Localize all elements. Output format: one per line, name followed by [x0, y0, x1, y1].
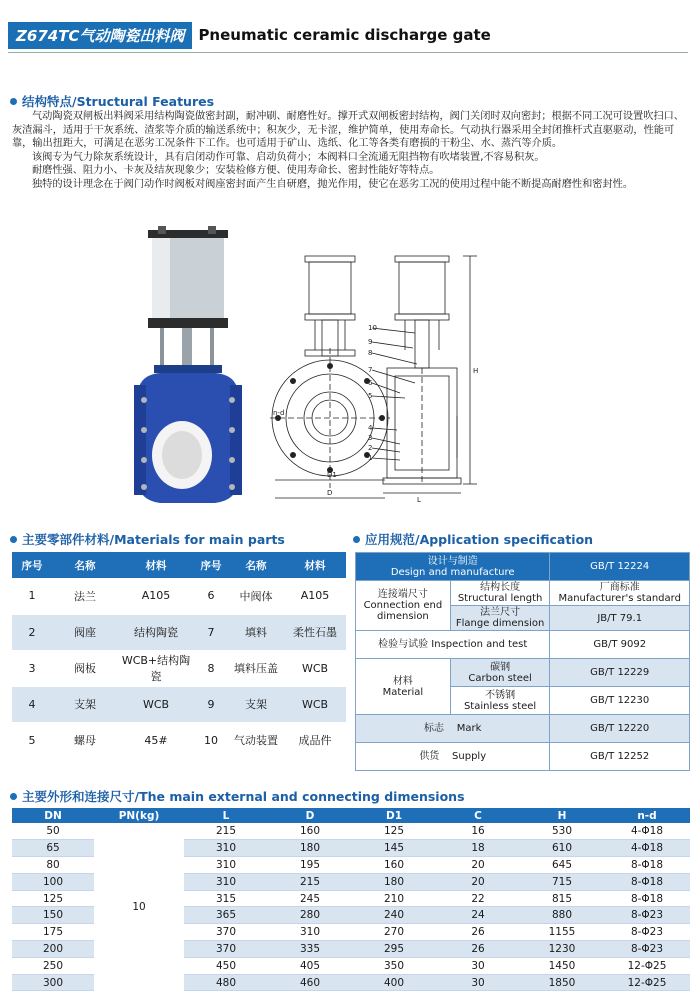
spec-label-en: dimension — [376, 611, 429, 622]
table-cell: 310 — [268, 924, 352, 941]
table-cell: 4-Φ18 — [604, 840, 690, 857]
table-cell: 310 — [184, 857, 268, 874]
table-cell: 26 — [436, 941, 520, 958]
table-cell: 215 — [268, 873, 352, 890]
table-cell: 280 — [268, 907, 352, 924]
table-cell: 18 — [436, 840, 520, 857]
column-header: 名称 — [52, 552, 118, 578]
table-cell: 8-Φ23 — [604, 941, 690, 958]
dimension-label: n-d — [273, 409, 285, 417]
table-cell: 370 — [184, 941, 268, 958]
spec-label-cn: 碳钢 — [490, 661, 511, 673]
spec-value: GB/T 12224 — [550, 553, 690, 581]
table-cell: 1155 — [520, 924, 604, 941]
table-cell: 240 — [352, 907, 436, 924]
spec-value: GB/T 12220 — [550, 715, 690, 743]
table-cell: 610 — [520, 840, 604, 857]
table-cell: 175 — [12, 924, 94, 941]
table-cell: 65 — [12, 840, 94, 857]
table-cell: 填料压盖 — [228, 650, 284, 686]
bullet-icon — [10, 536, 17, 543]
column-header: 序号 — [194, 552, 228, 578]
dimensions-heading — [10, 787, 465, 805]
column-header: D — [268, 808, 352, 823]
features-paragraph: 气动陶瓷双闸板出料阀采用结构陶瓷做密封副，耐冲刷、耐磨性好。撑开式双闸板密封结构，阀门关闭时双向密封；根据不同工况可设置吹扫口、灰渣漏斗，适用于干灰系统、渣浆等介质的输送系统中；积灰少，无卡涩，维护简单，使用寿命长。气动执行器采用全封闭推杆式直驱驱动，性能可靠，输出扭距大，可满足在恶劣工况条件下工作。也可适用于矿山、选纸、化工等各类有磨损的干粉尘、水、蒸汽等介质。 — [12, 111, 684, 149]
table-cell: 400 — [352, 974, 436, 991]
table-cell: 215 — [184, 823, 268, 840]
features-paragraph: 独特的设计理念在于阀门动作时阀板对阀座密封面产生自研磨，抛光作用，使它在恶劣工况的使用过程中能不断提高耐磨性和密封性。 — [32, 178, 634, 190]
table-cell: 405 — [268, 957, 352, 974]
english-title: Pneumatic ceramic discharge gate — [198, 26, 491, 44]
table-cell: 填料 — [228, 614, 284, 650]
spec-label-cn: 材料 — [392, 675, 413, 687]
table-cell: 1450 — [520, 957, 604, 974]
spec-label-cn: 结构长度 — [480, 582, 521, 593]
table-cell: 26 — [436, 924, 520, 941]
table-cell: 210 — [352, 890, 436, 907]
table-cell: WCB — [284, 686, 346, 722]
spec-label-en: Flange dimension — [455, 618, 545, 629]
table-row — [356, 631, 690, 659]
table-cell: 125 — [352, 823, 436, 840]
table-cell: 2 — [12, 614, 52, 650]
spec-label-cn: 检验与试验 — [378, 639, 429, 650]
table-cell: 530 — [520, 823, 604, 840]
table-cell: 柔性石墨 — [284, 614, 346, 650]
column-header: C — [436, 808, 520, 823]
spec-table — [355, 552, 690, 771]
part-label: 8 — [368, 349, 373, 357]
table-cell: WCB — [284, 650, 346, 686]
table-cell: 螺母 — [52, 722, 118, 758]
table-cell: 阀板 — [52, 650, 118, 686]
table-cell: 22 — [436, 890, 520, 907]
spec-cell — [450, 687, 550, 715]
spec-cell — [356, 631, 550, 659]
spec-value: GB/T 12230 — [550, 687, 690, 715]
part-label: 7 — [368, 366, 373, 374]
table-cell: 支架 — [52, 686, 118, 722]
bullet-icon — [10, 98, 17, 105]
table-cell: A105 — [284, 578, 346, 614]
bullet-icon — [10, 793, 17, 800]
table-cell: 150 — [12, 907, 94, 924]
table-cell: 295 — [352, 941, 436, 958]
column-header: D1 — [352, 808, 436, 823]
table-cell: 中阀体 — [228, 578, 284, 614]
table-cell: 370 — [184, 924, 268, 941]
spec-label-en: Structural length — [457, 593, 543, 604]
features-paragraph: 该阀专为气力除灰系统设计，具有启闭动作可靠、启动负荷小；本阀料口全流通无阻挡物有吹堵装置,不容易积灰。 — [32, 151, 545, 163]
table-cell: 30 — [436, 957, 520, 974]
table-cell: 310 — [184, 840, 268, 857]
table-cell: 20 — [436, 857, 520, 874]
table-cell: 45# — [118, 722, 194, 758]
spec-value: GB/T 12229 — [550, 659, 690, 687]
table-cell: 3 — [12, 650, 52, 686]
table-cell: 9 — [194, 686, 228, 722]
table-cell: 250 — [12, 957, 94, 974]
column-header: 材料 — [118, 552, 194, 578]
features-heading — [10, 92, 214, 110]
features-paragraph: 耐磨性强、阻力小、卡灰及结灰现象少；安装检修方便、使用寿命长、密封性能好等特点。 — [32, 165, 440, 176]
table-cell: 法兰 — [52, 578, 118, 614]
table-cell: 阀座 — [52, 614, 118, 650]
dimensions-heading-text: 主要外形和连接尺寸/The main external and connecting dimensions — [22, 789, 465, 804]
table-cell: 支架 — [228, 686, 284, 722]
spec-label-en: Carbon steel — [468, 672, 532, 684]
table-cell: 4-Φ18 — [604, 823, 690, 840]
table-cell: 7 — [194, 614, 228, 650]
spec-value: GB/T 9092 — [550, 631, 690, 659]
spec-label-en: Supply — [452, 751, 487, 762]
table-row — [356, 715, 690, 743]
table-cell: 450 — [184, 957, 268, 974]
technical-drawing — [275, 238, 490, 508]
table-row — [12, 722, 346, 758]
table-cell: 5 — [12, 722, 52, 758]
spec-value-en: Manufacturer's standard — [558, 593, 681, 604]
table-cell: 480 — [184, 974, 268, 991]
materials-heading-text: 主要零部件材料/Materials for main parts — [22, 532, 285, 547]
spec-label-en: Stainless steel — [463, 700, 537, 712]
column-header: L — [184, 808, 268, 823]
spec-cell — [550, 581, 690, 606]
table-cell: 300 — [12, 974, 94, 991]
table-cell: 180 — [268, 840, 352, 857]
table-row — [356, 743, 690, 771]
spec-label-en: Inspection and test — [431, 639, 528, 650]
table-cell: 8-Φ18 — [604, 873, 690, 890]
table-row — [12, 823, 690, 840]
table-cell: 8-Φ23 — [604, 924, 690, 941]
features-heading-text: 结构特点/Structural Features — [22, 94, 215, 109]
table-header-row — [12, 552, 346, 578]
table-cell: 315 — [184, 890, 268, 907]
dimension-label: H — [473, 367, 479, 375]
table-cell: 180 — [352, 873, 436, 890]
table-cell: 8-Φ18 — [604, 890, 690, 907]
spec-value: JB/T 79.1 — [550, 606, 690, 631]
column-header: n-d — [604, 808, 690, 823]
spec-value-cn: 厂商标准 — [599, 582, 640, 593]
part-label: 9 — [368, 338, 373, 346]
table-cell: 8 — [194, 650, 228, 686]
table-cell: WCB+结构陶瓷 — [118, 650, 194, 686]
materials-heading — [10, 530, 285, 548]
model-title: Z674TC气动陶瓷出料阀 — [8, 22, 192, 49]
table-cell: 8-Φ18 — [604, 857, 690, 874]
table-cell: 715 — [520, 873, 604, 890]
table-cell: 200 — [12, 941, 94, 958]
table-cell: 245 — [268, 890, 352, 907]
table-row — [356, 553, 690, 581]
table-cell: 10 — [194, 722, 228, 758]
part-label: 4 — [368, 424, 373, 432]
table-row — [356, 581, 690, 606]
spec-label-en: Design and manufacture — [390, 566, 515, 578]
page-header — [8, 22, 491, 48]
table-cell: 160 — [352, 857, 436, 874]
spec-cell — [356, 743, 550, 771]
table-cell: 335 — [268, 941, 352, 958]
table-cell: 12-Φ25 — [604, 974, 690, 991]
table-header-row — [12, 808, 690, 823]
table-cell: 880 — [520, 907, 604, 924]
spec-label-en: Material — [382, 686, 424, 698]
table-cell: 350 — [352, 957, 436, 974]
table-cell: WCB — [118, 686, 194, 722]
part-label: 5 — [368, 392, 373, 400]
table-cell: A105 — [118, 578, 194, 614]
spec-label-en: Connection end — [363, 600, 443, 611]
table-cell: 310 — [184, 873, 268, 890]
table-cell: 24 — [436, 907, 520, 924]
spec-cell — [450, 606, 550, 631]
spec-label-cn: 标志 — [424, 723, 445, 734]
table-cell: 815 — [520, 890, 604, 907]
column-header: DN — [12, 808, 94, 823]
spec-value: GB/T 12252 — [550, 743, 690, 771]
column-header: 名称 — [228, 552, 284, 578]
features-text — [12, 110, 690, 191]
table-cell: 365 — [184, 907, 268, 924]
column-header: 材料 — [284, 552, 346, 578]
valve-photo — [130, 225, 245, 510]
table-cell: 6 — [194, 578, 228, 614]
table-cell: 1 — [12, 578, 52, 614]
table-cell: 100 — [12, 873, 94, 890]
dimensions-table — [12, 808, 690, 991]
spec-label-cn: 法兰尺寸 — [480, 607, 521, 618]
table-cell: 成品件 — [284, 722, 346, 758]
materials-table — [12, 552, 346, 759]
table-row — [12, 686, 346, 722]
spec-cell — [356, 553, 550, 581]
spec-cell — [450, 659, 550, 687]
pn-cell: 10 — [94, 823, 184, 991]
spec-heading-text: 应用规范/Application specification — [365, 532, 594, 547]
table-cell: 结构陶瓷 — [118, 614, 194, 650]
table-cell: 1230 — [520, 941, 604, 958]
spec-label-cn: 供货 — [419, 751, 440, 762]
table-cell: 1850 — [520, 974, 604, 991]
header-divider — [8, 52, 688, 53]
column-header: PN(kg) — [94, 808, 184, 823]
table-cell: 195 — [268, 857, 352, 874]
column-header: H — [520, 808, 604, 823]
table-cell: 4 — [12, 686, 52, 722]
table-row — [356, 659, 690, 687]
dimension-label: L — [417, 496, 421, 504]
table-row — [12, 578, 346, 614]
column-header: 序号 — [12, 552, 52, 578]
dimension-label: D — [327, 489, 333, 497]
table-cell: 气动装置 — [228, 722, 284, 758]
table-cell: 145 — [352, 840, 436, 857]
spec-label-en: Mark — [456, 723, 482, 734]
table-cell: 50 — [12, 823, 94, 840]
part-label: 1 — [368, 454, 373, 462]
dimension-label: D1 — [327, 471, 337, 479]
part-label: 10 — [368, 324, 377, 332]
spec-label-cn: 设计与制造 — [427, 555, 478, 567]
table-cell: 125 — [12, 890, 94, 907]
table-cell: 8-Φ23 — [604, 907, 690, 924]
part-label: 3 — [368, 434, 373, 442]
table-row — [12, 614, 346, 650]
table-cell: 12-Φ25 — [604, 957, 690, 974]
table-cell: 460 — [268, 974, 352, 991]
table-cell: 645 — [520, 857, 604, 874]
table-cell: 80 — [12, 857, 94, 874]
bullet-icon — [353, 536, 360, 543]
spec-cell — [356, 715, 550, 743]
part-label: 2 — [368, 444, 373, 452]
spec-cell — [356, 659, 451, 715]
part-label: 6 — [368, 379, 373, 387]
spec-label-cn: 不锈钢 — [485, 689, 516, 701]
table-cell: 160 — [268, 823, 352, 840]
spec-heading — [353, 530, 593, 548]
table-cell: 270 — [352, 924, 436, 941]
table-cell: 20 — [436, 873, 520, 890]
spec-cell — [450, 581, 550, 606]
spec-label-cn: 连接端尺寸 — [377, 589, 428, 600]
table-row — [12, 650, 346, 686]
table-cell: 16 — [436, 823, 520, 840]
table-cell: 30 — [436, 974, 520, 991]
spec-cell — [356, 581, 451, 631]
